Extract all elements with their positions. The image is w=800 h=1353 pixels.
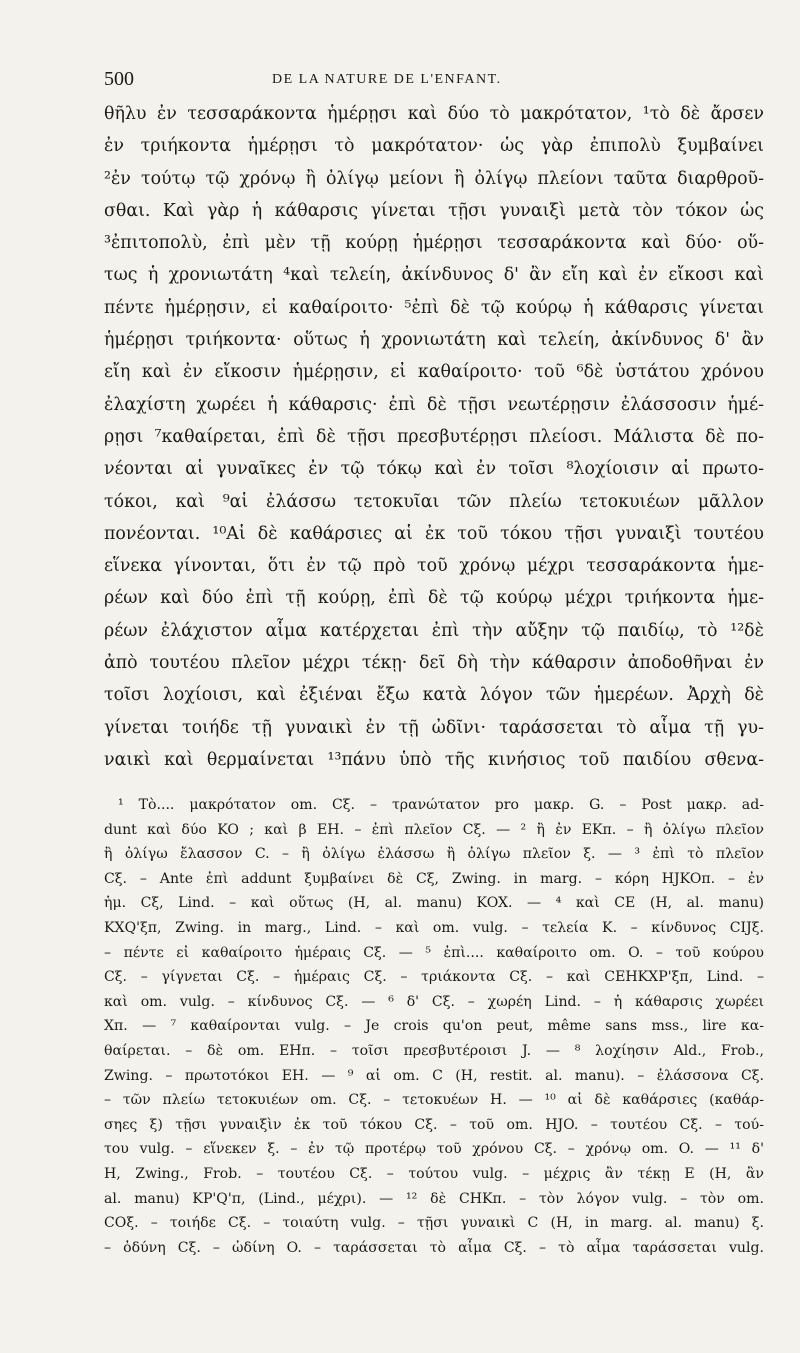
main-greek-text <box>104 98 764 776</box>
footnote-line: σηες ξ) τῇσι γυναιξὶν ἐκ τοῦ τόκου Cξ. – τοῦ om. HJO. – τουτέου Cξ. – τού- <box>104 1116 764 1133</box>
text-line: τοῖσι λοχίοισι, καὶ ἐξιέναι ἔξω κατὰ λόγον τῶν ἡμερέων. Ἀρχὴ δὲ <box>104 685 764 706</box>
footnote-line: του vulg. – εἵνεκεν ξ. – ἐν τῷ προτέρῳ τοῦ χρόνου Cξ. – χρόνῳ om. O. — ¹¹ δ' <box>104 1141 764 1158</box>
text-line: ἐν τριήκοντα ἡμέρῃσι τὸ μακρότατον· ὡς γὰρ ἐπιπολὺ ξυμβαίνει <box>104 136 764 157</box>
footnote-line: H, Zwing., Frob. – τουτέου Cξ. – τούτου vulg. – μέχρις ἂν τέκῃ E (H, ἂν <box>104 1165 764 1182</box>
text-line: ρέων ἐλάχιστον αἷμα κατέρχεται ἐπὶ τὴν αὔξην τῷ παιδίῳ, τὸ ¹²δὲ <box>104 620 764 641</box>
footnote-line: ἡμ. Cξ, Lind. – καὶ οὕτως (H, al. manu) KOX. — ⁴ καὶ CE (H, al. manu) <box>104 895 764 912</box>
text-line: εἴη καὶ ἐν εἴκοσιν ἡμέρῃσιν, εἰ καθαίροιτο· τοῦ ⁶δὲ ὑστάτου χρόνου <box>104 362 764 383</box>
text-line: τως ἡ χρονιωτάτη ⁴καὶ τελείη, ἀκίνδυνος δ' ἂν εἴη καὶ ἐν εἴκοσι καὶ <box>104 265 764 286</box>
text-line: ναικὶ καὶ θερμαίνεται ¹³πάνυ ὑπὸ τῆς κινήσιος τοῦ παιδίου σθενα- <box>104 749 764 770</box>
footnote-line: θαίρεται. – δὲ om. EHπ. – τοῖσι πρεσβυτέροισι J. — ⁸ λοχίησιν Ald., Frob., <box>104 1042 764 1059</box>
text-line: σθαι. Καὶ γὰρ ἡ κάθαρσις γίνεται τῇσι γυναιξὶ μετὰ τὸν τόκον ὡς <box>104 200 764 221</box>
page-number: 500 <box>104 68 134 90</box>
text-line: ³ἐπιτοπολὺ, ἐπὶ μὲν τῇ κούρῃ ἡμέρῃσι τεσσαράκοντα καὶ δύο· οὕ- <box>104 233 764 254</box>
text-line: τόκοι, καὶ ⁹αἱ ἐλάσσω τετοκυῖαι τῶν πλείω τετοκυιέων μᾶλλον <box>104 491 764 512</box>
footnote-line: καὶ om. vulg. – κίνδυνος Cξ. — ⁶ δ' Cξ. – χωρέη Lind. – ἡ κάθαρσις χωρέει <box>104 993 764 1010</box>
text-line: ²ἐν τούτῳ τῷ χρόνῳ ἢ ὀλίγῳ μείονι ἢ ὀλίγῳ πλείονι ταῦτα διαρθροῦ- <box>104 168 764 189</box>
footnote-line: – πέντε εἰ καθαίροιτο ἡμέραις Cξ. — ⁵ ἐπὶ.... καθαίροιτο om. O. – τοῦ κούρου <box>104 944 764 961</box>
footnote-line: KXQ'ξπ, Zwing. in marg., Lind. – καὶ om. vulg. – τελεία K. – κίνδυνος CIJξ. <box>104 919 764 936</box>
text-line: πέντε ἡμέρῃσιν, εἰ καθαίροιτο· ⁵ἐπὶ δὲ τῷ κούρῳ ἡ κάθαρσις γίνεται <box>104 297 764 318</box>
text-line: ρῃσι ⁷καθαίρεται, ἐπὶ δὲ τῇσι πρεσβυτέρῃσι πλείοσι. Μάλιστα δὲ πο- <box>104 426 764 447</box>
footnote-line: COξ. – τοιήδε Cξ. – τοιαύτη vulg. – τῇσι γυναικὶ C (H, in marg. al. manu) ξ. <box>104 1215 764 1232</box>
footnote-line: – ὀδύνη Cξ. – ὠδίνη O. – ταράσσεται τὸ αἷμα Cξ. – τὸ αἷμα ταράσσεται vulg. <box>104 1239 764 1256</box>
text-line: πονέονται. ¹⁰Αἱ δὲ καθάρσιες αἱ ἐκ τοῦ τόκου τῇσι γυναιξὶ τουτέου <box>104 523 764 544</box>
text-line: γίνεται τοιήδε τῇ γυναικὶ ἐν τῇ ὠδῖνι· ταράσσεται τὸ αἷμα τῇ γυ- <box>104 717 764 738</box>
text-line: νέονται αἱ γυναῖκες ἐν τῷ τόκῳ καὶ ἐν τοῖσι ⁸λοχίοισιν αἱ πρωτο- <box>104 459 764 480</box>
footnote-line: Cξ. – Ante ἐπὶ addunt ξυμβαίνει δὲ Cξ, Zwing. in marg. – κόρη HJKOπ. – ἐν <box>104 870 764 887</box>
footnote-line: Cξ. – γίγνεται Cξ. – ἡμέραις Cξ. – τριάκοντα Cξ. – καὶ CEHKXP'ξπ, Lind. – <box>104 969 764 986</box>
text-line: εἵνεκα γίνονται, ὅτι ἐν τῷ πρὸ τοῦ χρόνῳ μέχρι τεσσαράκοντα ἡμε- <box>104 556 764 577</box>
footnote-line: Zwing. – πρωτοτόκοι EH. — ⁹ αἱ om. C (H, restit. al. manu). – ἐλάσσονα Cξ. <box>104 1067 764 1084</box>
text-line: ρέων καὶ δύο ἐπὶ τῇ κούρῃ, ἐπὶ δὲ τῷ κούρῳ μέχρι τριήκοντα ἡμε- <box>104 588 764 609</box>
footnotes <box>104 793 764 1260</box>
footnote-line: ¹ Τὸ.... μακρότατον om. Cξ. – τρανώτατον pro μακρ. G. – Post μακρ. ad- <box>118 797 764 813</box>
text-line: ἡμέρῃσι τριήκοντα· οὕτως ἡ χρονιωτάτη καὶ τελείη, ἀκίνδυνος δ' ἂν <box>104 330 764 351</box>
page-header <box>104 68 764 92</box>
footnote-line: Xπ. — ⁷ καθαίρονται vulg. – Je crois qu'on peut, même sans mss., lire κα- <box>104 1018 764 1035</box>
footnote-line: dunt καὶ δύο KO ; καὶ β EH. – ἐπὶ πλεῖον Cξ. — ² ἢ ἐν EKπ. – ἢ ὀλίγω πλεῖον <box>104 821 764 838</box>
text-line: ἐλαχίστη χωρέει ἡ κάθαρσις· ἐπὶ δὲ τῇσι νεωτέρῃσιν ἐλάσσοσιν ἡμέ- <box>104 394 764 415</box>
footnote-line: ἢ ὀλίγω ἔλασσον C. – ἢ ὀλίγω ἐλάσσω ἢ ὀλίγω πλεῖον ξ. — ³ ἐπὶ τὸ πλεῖον <box>104 846 764 863</box>
text-line: ἀπὸ τουτέου πλεῖον μέχρι τέκῃ· δεῖ δὴ τὴν κάθαρσιν ἀποδοθῆναι ἐν <box>104 653 764 674</box>
footnote-line: – τῶν πλείω τετοκυιέων om. Cξ. – τετοκυέων H. — ¹⁰ αἱ δὲ καθάρσιες (καθάρ- <box>104 1092 764 1109</box>
text-line: θῆλυ ἐν τεσσαράκοντα ἡμέρῃσι καὶ δύο τὸ μακρότατον, ¹τὸ δὲ ἄρσεν <box>104 104 764 124</box>
running-title: DE LA NATURE DE L'ENFANT. <box>272 72 502 87</box>
footnote-line: al. manu) KP'Q'π, (Lind., μέχρι). — ¹² δὲ CHKπ. – τὸν λόγον vulg. – τὸν om. <box>104 1190 764 1207</box>
